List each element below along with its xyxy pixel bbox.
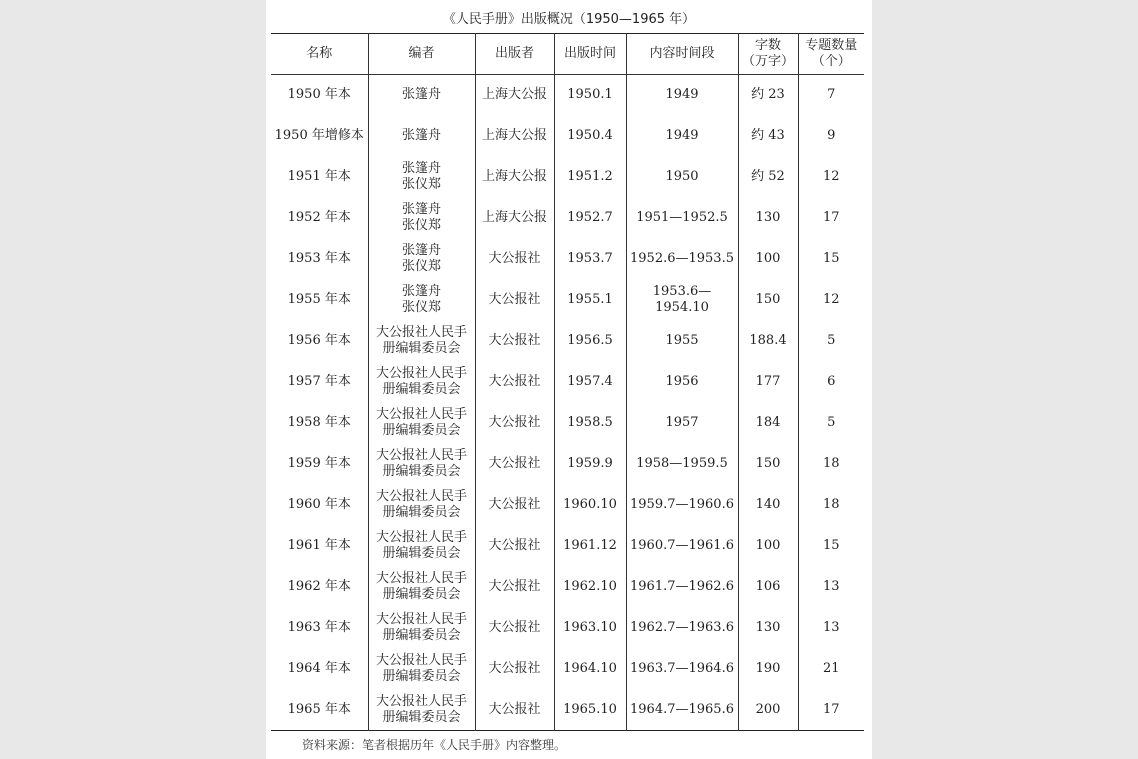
- cell-name: 1962 年本: [287, 579, 351, 594]
- table-body: [271, 75, 864, 731]
- cell-publish-date: 1961.12: [554, 526, 626, 567]
- cell-publisher: 上海大公报: [475, 75, 554, 116]
- table-row: [271, 403, 864, 444]
- column-header-topic-count: 专题数量 （个）: [798, 34, 864, 75]
- cell-editor: 大公报社人民手 册编辑委员会: [368, 403, 475, 444]
- table-row: [271, 75, 864, 116]
- cell-word-count: 106: [738, 567, 798, 608]
- cell-word-count: 约 23: [738, 75, 798, 116]
- column-header-name: 名称: [271, 34, 368, 75]
- table-row: [271, 239, 864, 280]
- cell-editor: 张篷舟 张仪郑: [368, 239, 475, 280]
- cell-topic-count: 9: [798, 116, 864, 157]
- table-row: [271, 485, 864, 526]
- table-row: [271, 690, 864, 731]
- cell-editor: 大公报社人民手 册编辑委员会: [368, 444, 475, 485]
- table-row: [271, 362, 864, 403]
- cell-publish-date: 1955.1: [554, 280, 626, 321]
- cell-content-period: 1956: [626, 362, 738, 403]
- cell-topic-count: 13: [798, 567, 864, 608]
- cell-name: 1955 年本: [287, 292, 351, 307]
- cell-publish-date: 1956.5: [554, 321, 626, 362]
- cell-word-count: 150: [738, 280, 798, 321]
- cell-topic-count: 21: [798, 649, 864, 690]
- cell-content-period: 1955: [626, 321, 738, 362]
- cell-name: 1963 年本: [287, 620, 351, 635]
- cell-publisher: 大公报社: [475, 403, 554, 444]
- cell-publish-date: 1963.10: [554, 608, 626, 649]
- table-row: [271, 649, 864, 690]
- cell-editor: 张篷舟 张仪郑: [368, 198, 475, 239]
- cell-word-count: 100: [738, 526, 798, 567]
- cell-publisher: 大公报社: [475, 567, 554, 608]
- header-row: [271, 34, 864, 75]
- cell-topic-count: 12: [798, 280, 864, 321]
- cell-topic-count: 18: [798, 444, 864, 485]
- cell-editor: 张篷舟 张仪郑: [368, 157, 475, 198]
- cell-publish-date: 1952.7: [554, 198, 626, 239]
- source-note: 资料来源：笔者根据历年《人民手册》内容整理。: [302, 738, 567, 752]
- cell-word-count: 130: [738, 198, 798, 239]
- cell-word-count: 190: [738, 649, 798, 690]
- cell-publisher: 上海大公报: [475, 157, 554, 198]
- cell-content-period: 1950: [626, 157, 738, 198]
- cell-publisher: 大公报社: [475, 526, 554, 567]
- cell-topic-count: 12: [798, 157, 864, 198]
- column-header-content-period: 内容时间段: [626, 34, 738, 75]
- cell-name: 1964 年本: [287, 661, 351, 676]
- table-row: [271, 157, 864, 198]
- cell-content-period: 1959.7—1960.6: [626, 485, 738, 526]
- cell-publish-date: 1950.4: [554, 116, 626, 157]
- cell-publisher: 大公报社: [475, 362, 554, 403]
- cell-content-period: 1951—1952.5: [626, 198, 738, 239]
- cell-publish-date: 1950.1: [554, 75, 626, 116]
- cell-content-period: 1964.7—1965.6: [626, 690, 738, 731]
- table-row: [271, 526, 864, 567]
- cell-topic-count: 15: [798, 239, 864, 280]
- table-row: [271, 280, 864, 321]
- column-header-publisher: 出版者: [475, 34, 554, 75]
- cell-editor: 大公报社人民手 册编辑委员会: [368, 608, 475, 649]
- cell-publisher: 大公报社: [475, 485, 554, 526]
- cell-content-period: 1961.7—1962.6: [626, 567, 738, 608]
- table-row: [271, 444, 864, 485]
- table-row: [271, 608, 864, 649]
- cell-word-count: 140: [738, 485, 798, 526]
- cell-editor: 大公报社人民手 册编辑委员会: [368, 485, 475, 526]
- cell-editor: 大公报社人民手 册编辑委员会: [368, 567, 475, 608]
- cell-publisher: 上海大公报: [475, 116, 554, 157]
- table-row: [271, 116, 864, 157]
- cell-name: 1953 年本: [287, 251, 351, 266]
- cell-publisher: 大公报社: [475, 321, 554, 362]
- cell-topic-count: 15: [798, 526, 864, 567]
- cell-publisher: 大公报社: [475, 444, 554, 485]
- cell-publish-date: 1965.10: [554, 690, 626, 731]
- cell-content-period: 1962.7—1963.6: [626, 608, 738, 649]
- cell-publisher: 大公报社: [475, 280, 554, 321]
- cell-word-count: 约 52: [738, 157, 798, 198]
- cell-topic-count: 5: [798, 321, 864, 362]
- cell-publisher: 大公报社: [475, 239, 554, 280]
- cell-topic-count: 6: [798, 362, 864, 403]
- table-title: 《人民手册》出版概况（1950—1965 年）: [442, 12, 696, 27]
- cell-editor: 大公报社人民手 册编辑委员会: [368, 362, 475, 403]
- cell-name: 1958 年本: [287, 415, 351, 430]
- cell-publish-date: 1958.5: [554, 403, 626, 444]
- cell-editor: 大公报社人民手 册编辑委员会: [368, 649, 475, 690]
- publication-table: [271, 33, 864, 731]
- cell-publish-date: 1962.10: [554, 567, 626, 608]
- cell-editor: 大公报社人民手 册编辑委员会: [368, 321, 475, 362]
- cell-name: 1950 年本: [287, 87, 351, 103]
- cell-name: 1951 年本: [287, 169, 351, 184]
- cell-topic-count: 17: [798, 690, 864, 731]
- cell-publish-date: 1953.7: [554, 239, 626, 280]
- cell-word-count: 100: [738, 239, 798, 280]
- cell-word-count: 150: [738, 444, 798, 485]
- cell-topic-count: 13: [798, 608, 864, 649]
- cell-content-period: 1952.6—1953.5: [626, 239, 738, 280]
- cell-publish-date: 1960.10: [554, 485, 626, 526]
- cell-content-period: 1949: [626, 75, 738, 116]
- table-row: [271, 198, 864, 239]
- cell-word-count: 约 43: [738, 116, 798, 157]
- cell-topic-count: 18: [798, 485, 864, 526]
- cell-name: 1957 年本: [287, 374, 351, 389]
- cell-publish-date: 1951.2: [554, 157, 626, 198]
- cell-content-period: 1960.7—1961.6: [626, 526, 738, 567]
- cell-topic-count: 7: [798, 75, 864, 116]
- cell-name: 1956 年本: [287, 333, 351, 348]
- cell-word-count: 200: [738, 690, 798, 731]
- cell-name: 1959 年本: [287, 456, 351, 471]
- column-header-word-count: 字数 （万字）: [738, 34, 798, 75]
- table-row: [271, 567, 864, 608]
- cell-publisher: 上海大公报: [475, 198, 554, 239]
- cell-publish-date: 1964.10: [554, 649, 626, 690]
- column-header-publish-date: 出版时间: [554, 34, 626, 75]
- table-row: [271, 321, 864, 362]
- cell-content-period: 1958—1959.5: [626, 444, 738, 485]
- cell-topic-count: 17: [798, 198, 864, 239]
- cell-word-count: 184: [738, 403, 798, 444]
- cell-content-period: 1957: [626, 403, 738, 444]
- cell-content-period: 1953.6—1954.10: [626, 280, 738, 321]
- cell-name: 1950 年增修本: [274, 128, 364, 143]
- cell-editor: 大公报社人民手 册编辑委员会: [368, 690, 475, 731]
- cell-editor: 大公报社人民手 册编辑委员会: [368, 526, 475, 567]
- column-header-editor: 编者: [368, 34, 475, 75]
- cell-name: 1961 年本: [287, 538, 351, 553]
- cell-editor: 张篷舟: [368, 75, 475, 116]
- cell-name: 1952 年本: [287, 210, 351, 225]
- cell-content-period: 1949: [626, 116, 738, 157]
- cell-publisher: 大公报社: [475, 608, 554, 649]
- cell-publisher: 大公报社: [475, 690, 554, 731]
- cell-publisher: 大公报社: [475, 649, 554, 690]
- cell-editor: 张篷舟 张仪郑: [368, 280, 475, 321]
- document-page: [266, 0, 872, 759]
- cell-editor: 张篷舟: [368, 116, 475, 157]
- cell-word-count: 188.4: [738, 321, 798, 362]
- cell-topic-count: 5: [798, 403, 864, 444]
- cell-name: 1965 年本: [287, 701, 351, 717]
- cell-word-count: 130: [738, 608, 798, 649]
- cell-publish-date: 1957.4: [554, 362, 626, 403]
- cell-content-period: 1963.7—1964.6: [626, 649, 738, 690]
- cell-word-count: 177: [738, 362, 798, 403]
- cell-name: 1960 年本: [287, 497, 351, 512]
- cell-publish-date: 1959.9: [554, 444, 626, 485]
